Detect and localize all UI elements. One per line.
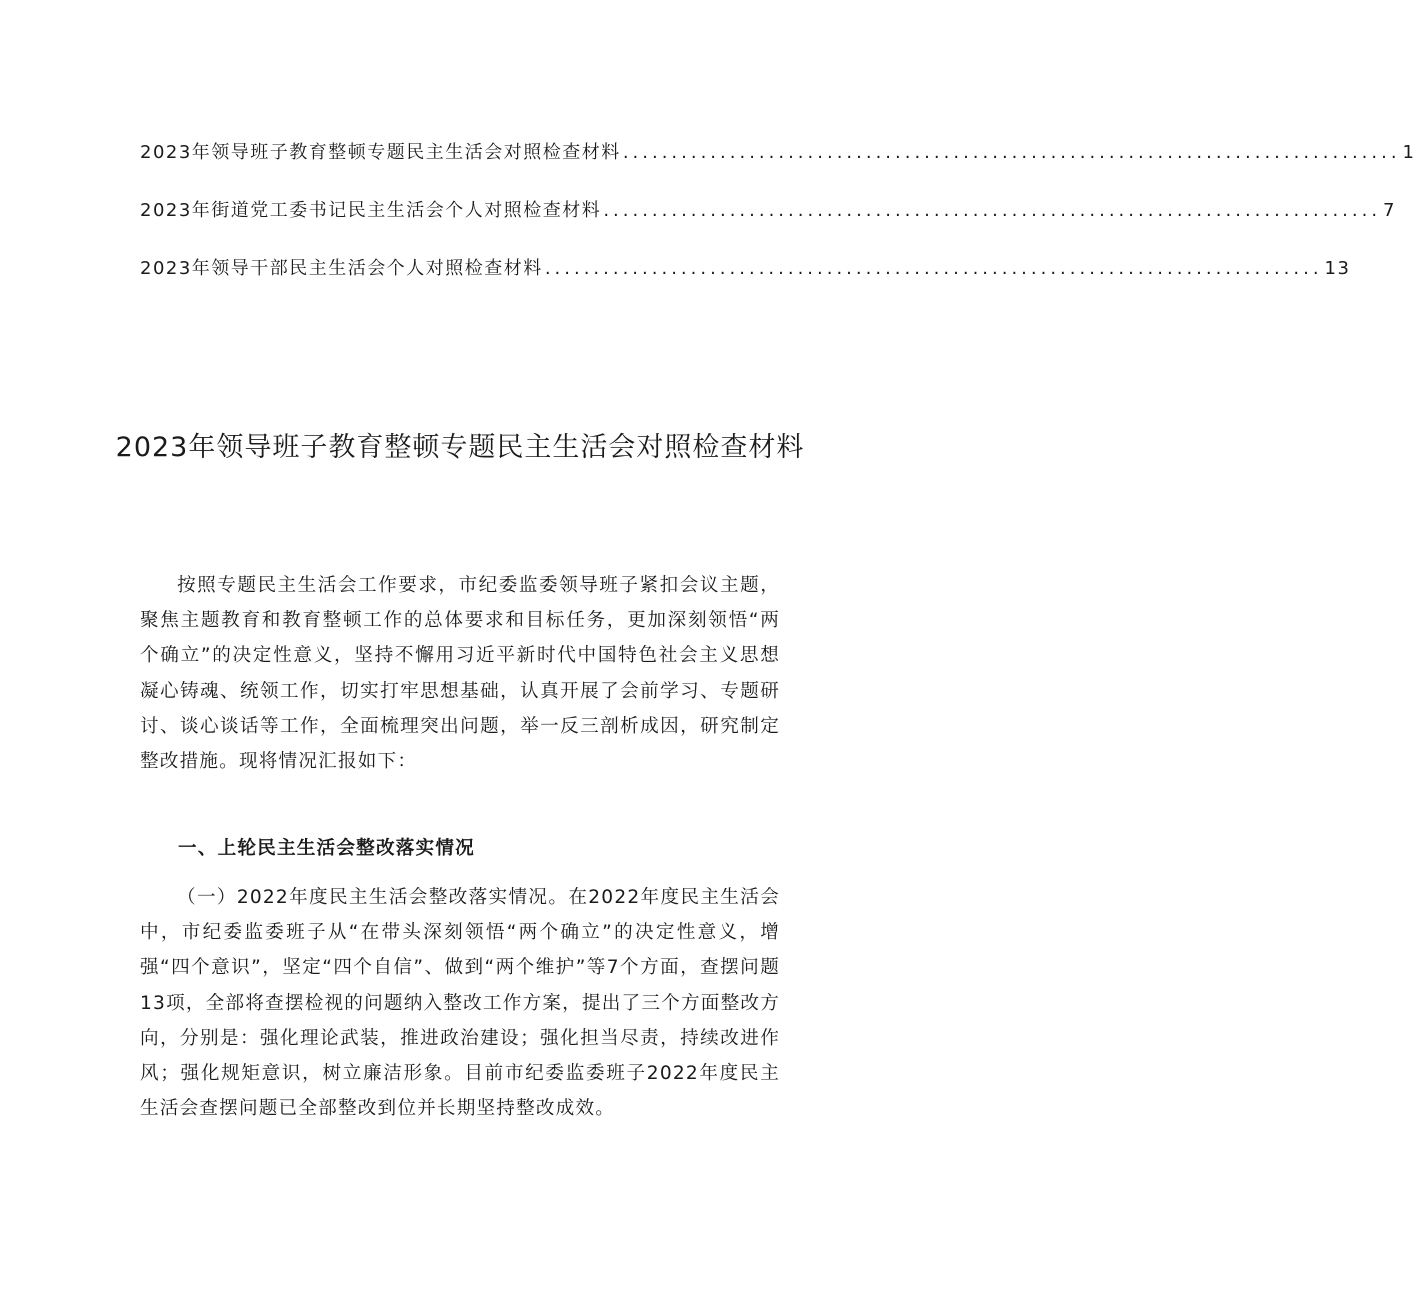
toc-entry[interactable] [140,138,1416,168]
toc-entry-page: 1 [1402,142,1416,163]
table-of-contents [140,138,1416,312]
toc-entry-page: 13 [1324,258,1351,279]
section-heading: 一、上轮民主生活会整改落实情况 [178,838,475,859]
intro-paragraph: 按照专题民主生活会工作要求，市纪委监委领导班子紧扣会议主题，聚焦主题教育和教育整顿工作的总体要求和目标任务，更加深刻领悟“两个确立”的决定性意义，坚持不懈用习近平新时代中国特色社会主义思想凝心铸魂、统领工作，切实打牢思想基础，认真开展了会前学习、专题研讨、谈心谈话等工作，全面梳理突出问题，举一反三剖析成因，研究制定整改措施。现将情况汇报如下： [140,575,780,773]
section-paragraph: （一）2022年度民主生活会整改落实情况。在2022年度民主生活会中，市纪委监委班子从“在带头深刻领悟“两个确立”的决定性意义，增强“四个意识”，坚定“四个自信”、做到“两个维护”等7个方面，查摆问题13项，全部将查摆检视的问题纳入整改工作方案，提出了三个方面整改方向，分别是：强化理论武装，推进政治建设；强化担当尽责，持续改进作风；强化规矩意识，树立廉洁形象。目前市纪委监委班子2022年度民主生活会查摆问题已全部整改到位并长期坚持整改成效。 [140,887,780,1120]
toc-entry-title: 2023年领导干部民主生活会个人对照检查材料 [140,258,543,279]
toc-leader-dots: ................................................................................ [603,200,1382,221]
toc-leader-dots: ................................................................................ [544,258,1323,279]
toc-entry[interactable] [140,196,1396,226]
toc-entry[interactable] [140,254,1351,284]
toc-entry-title: 2023年领导班子教育整顿专题民主生活会对照检查材料 [140,142,621,163]
toc-leader-dots: ................................................................................ [622,142,1401,163]
toc-entry-page: 7 [1383,200,1396,221]
document-title: 2023年领导班子教育整顿专题民主生活会对照检查材料 [115,432,805,463]
toc-entry-title: 2023年街道党工委书记民主生活会个人对照检查材料 [140,200,602,221]
